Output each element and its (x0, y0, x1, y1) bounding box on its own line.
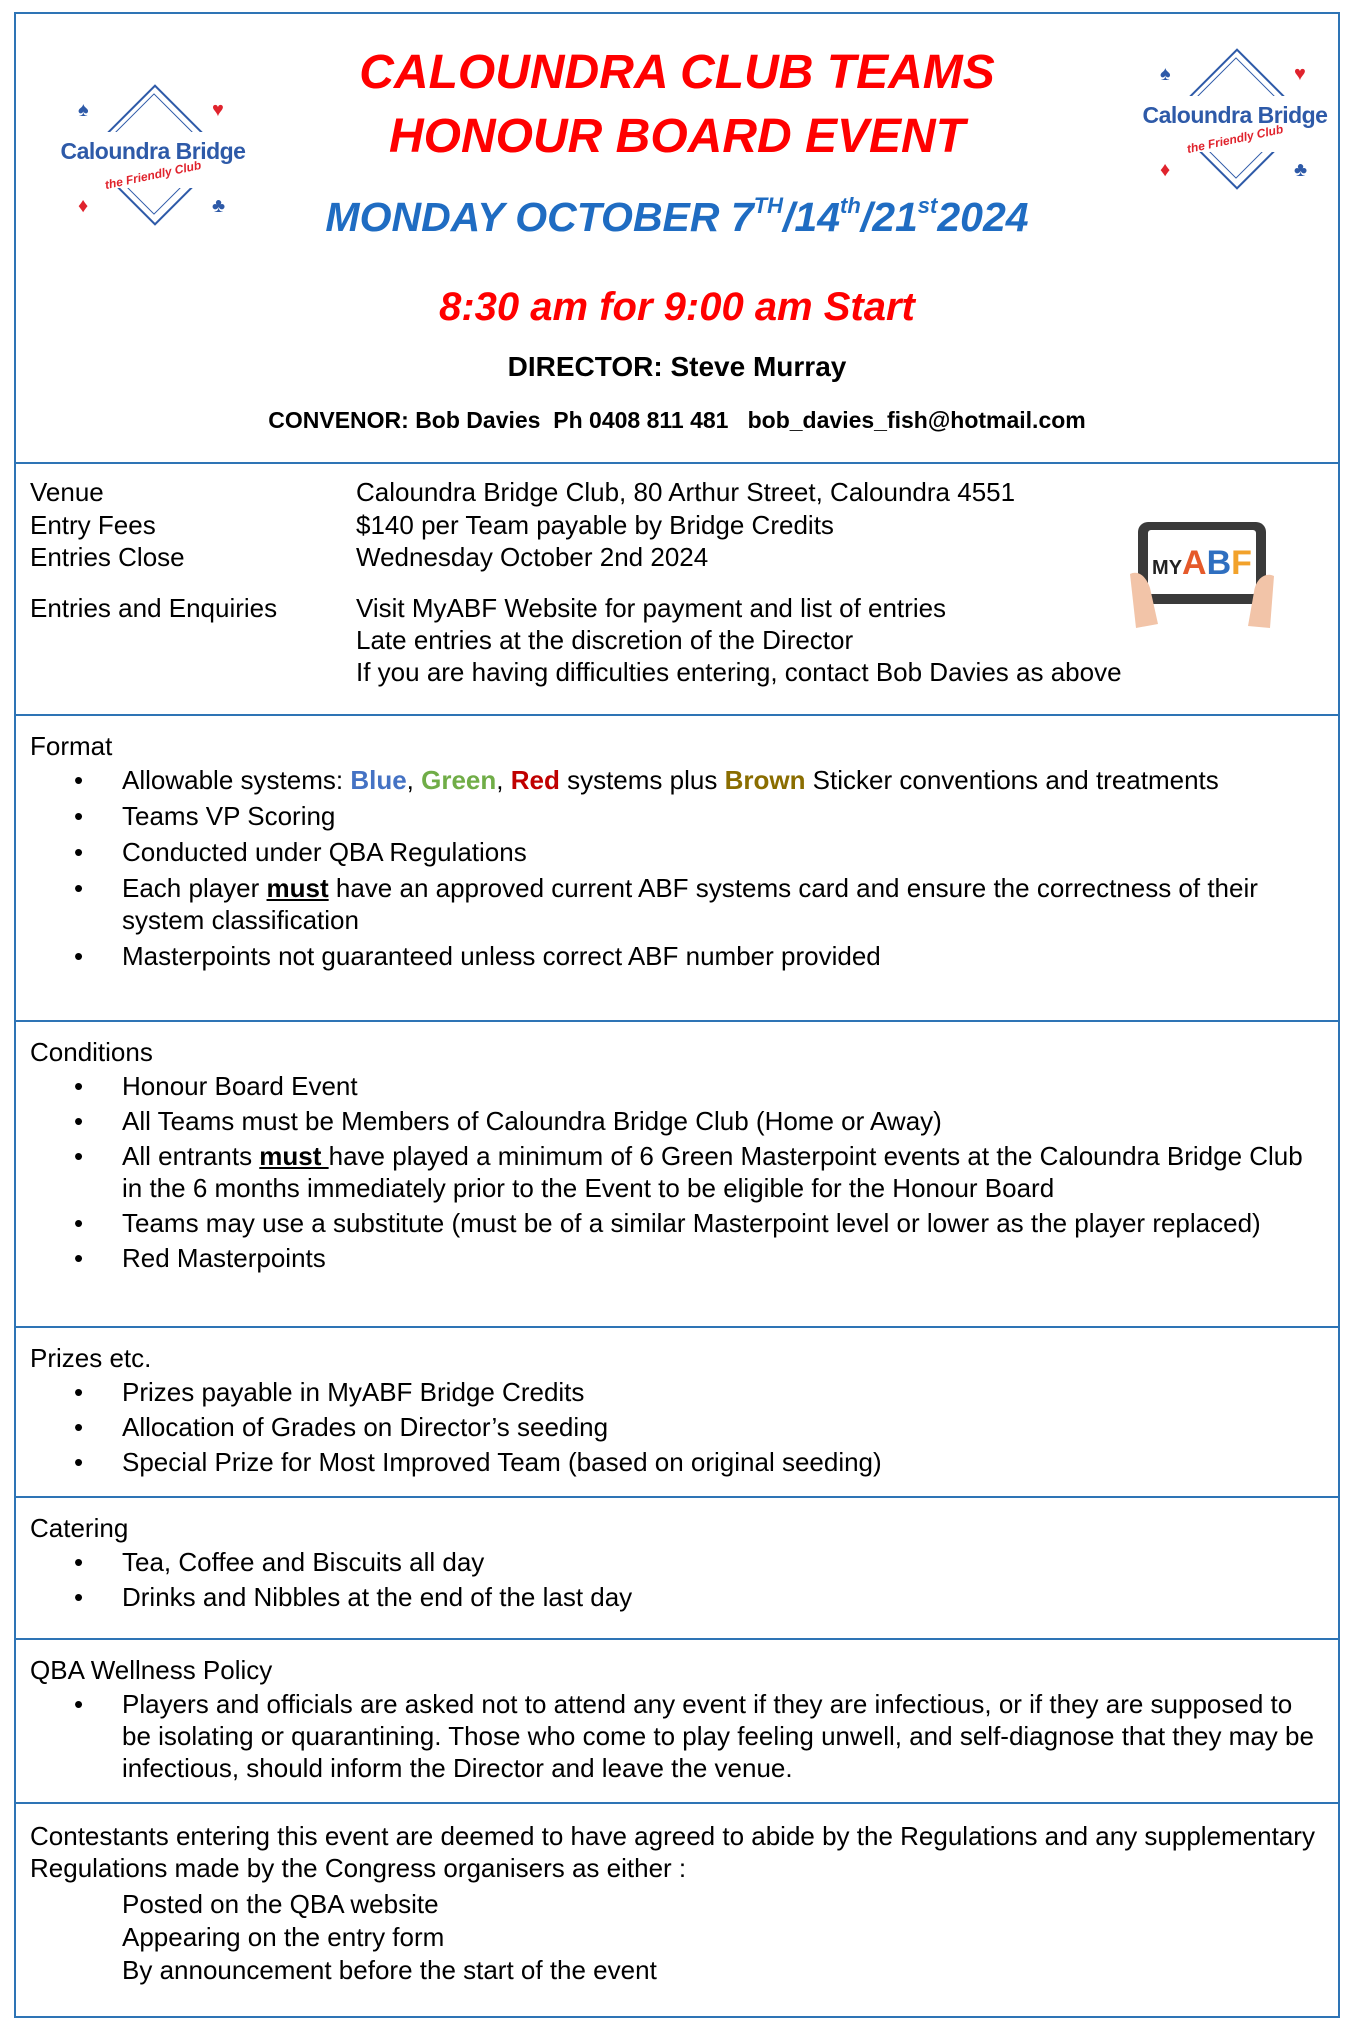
enquiries-line: Visit MyABF Website for payment and list of entries (356, 593, 947, 623)
list-item: • Teams VP Scoring (16, 800, 1338, 832)
enquiries-line: Late entries at the discretion of the Director (356, 625, 854, 655)
regulations-line: By announcement before the start of the event (122, 1955, 657, 1985)
prizes-section (16, 1326, 1338, 1496)
regulations-line: Posted on the QBA website (122, 1889, 439, 1919)
heart-icon: ♥ (212, 99, 224, 121)
catering-section (16, 1496, 1338, 1638)
logo-tagline: the Friendly Club (1185, 121, 1285, 157)
diamond-icon: ♦ (1160, 159, 1171, 181)
list-item: • Red Masterpoints (16, 1242, 1338, 1274)
enquiries-line: If you are having difficulties entering, contact Bob Davies as above (356, 657, 1122, 687)
catering-list (16, 1546, 1338, 1613)
list-item: • Each player must have an approved current ABF systems card and ensure the correctness of their system classification (16, 872, 1338, 936)
fees-label: Entry Fees (30, 510, 156, 540)
myabf-text: MYABF (1152, 544, 1252, 582)
conditions-section (16, 1020, 1338, 1326)
club-icon: ♣ (1294, 159, 1308, 181)
close-label: Entries Close (30, 542, 185, 572)
list-item: • Drinks and Nibbles at the end of the last day (16, 1581, 1338, 1613)
start-time: 8:30 am for 9:00 am Start (439, 285, 915, 329)
wellness-list (16, 1688, 1338, 1784)
list-item: • Allocation of Grades on Director’s seeding (16, 1411, 1338, 1443)
list-item: • Allowable systems: Blue, Green, Red systems plus Brown Sticker conventions and treatments (16, 764, 1338, 796)
regulations-line: Appearing on the entry form (122, 1922, 445, 1952)
wellness-heading: QBA Wellness Policy (30, 1655, 273, 1685)
list-item: • All Teams must be Members of Caloundra Bridge Club (Home or Away) (16, 1105, 1338, 1137)
venue-value: Caloundra Bridge Club, 80 Arthur Street, Caloundra 4551 (356, 477, 1016, 507)
title-line-2: HONOUR BOARD EVENT (388, 110, 966, 163)
enquiries-label: Entries and Enquiries (30, 593, 278, 623)
list-item: • Masterpoints not guaranteed unless correct ABF number provided (16, 940, 1338, 972)
list-item: • Conducted under QBA Regulations (16, 836, 1338, 868)
list-item: • Honour Board Event (16, 1070, 1338, 1102)
list-item: • Special Prize for Most Improved Team (based on original seeding) (16, 1446, 1338, 1478)
convenor-contact: CONVENOR: Bob Davies Ph 0408 811 481 bob_davies_fish@hotmail.com (268, 407, 1086, 433)
regulations-section (16, 1802, 1338, 2016)
format-list (16, 764, 1338, 972)
wellness-section (16, 1638, 1338, 1802)
title-line-1: CALOUNDRA CLUB TEAMS (359, 46, 995, 99)
conditions-heading: Conditions (30, 1037, 153, 1067)
list-item: • Players and officials are asked not to attend any event if they are infectious, or if they are supposed to be isolating or quarantining. Those who come to play feeling unwell, and self-diagnose that they may be infectious, should inform the Director and leave the venue. (16, 1688, 1338, 1784)
logo-name: Caloundra Bridge (1142, 102, 1328, 128)
heart-icon: ♥ (1294, 63, 1306, 85)
director: DIRECTOR: Steve Murray (507, 351, 847, 382)
list-item: • Tea, Coffee and Biscuits all day (16, 1546, 1338, 1578)
event-flyer (14, 12, 1340, 2018)
list-item: • Prizes payable in MyABF Bridge Credits (16, 1376, 1338, 1408)
myabf-tablet-icon (1128, 514, 1276, 634)
logo-tagline: the Friendly Club (103, 157, 203, 193)
event-dates: MONDAY OCTOBER 7TH/14th/21st2024 (325, 193, 1029, 240)
prizes-list (16, 1376, 1338, 1478)
list-item: • All entrants must have played a minimum of 6 Green Masterpoint events at the Caloundra Bridge Club in the 6 months immediately prior to the Event to be eligible for the Honour Board (16, 1140, 1338, 1204)
prizes-heading: Prizes etc. (30, 1343, 152, 1373)
diamond-icon: ♦ (78, 195, 89, 217)
regulations-intro: Contestants entering this event are deemed to have agreed to abide by the Regulations and any supplementary Regulations made by the Congress organisers as either : (30, 1821, 1315, 1883)
fees-value: $140 per Team payable by Bridge Credits (356, 510, 834, 540)
venue-label: Venue (30, 477, 104, 507)
close-value: Wednesday October 2nd 2024 (356, 542, 709, 572)
enquiries-values (356, 592, 1122, 688)
spade-icon: ♠ (78, 99, 89, 121)
club-icon: ♣ (212, 195, 226, 217)
format-section (16, 714, 1338, 1020)
spade-icon: ♠ (1160, 63, 1171, 85)
list-item: • Teams may use a substitute (must be of a similar Masterpoint level or lower as the player replaced) (16, 1207, 1338, 1239)
format-heading: Format (30, 731, 113, 761)
logo-name: Caloundra Bridge (60, 138, 246, 164)
conditions-list (16, 1070, 1338, 1274)
catering-heading: Catering (30, 1513, 129, 1543)
